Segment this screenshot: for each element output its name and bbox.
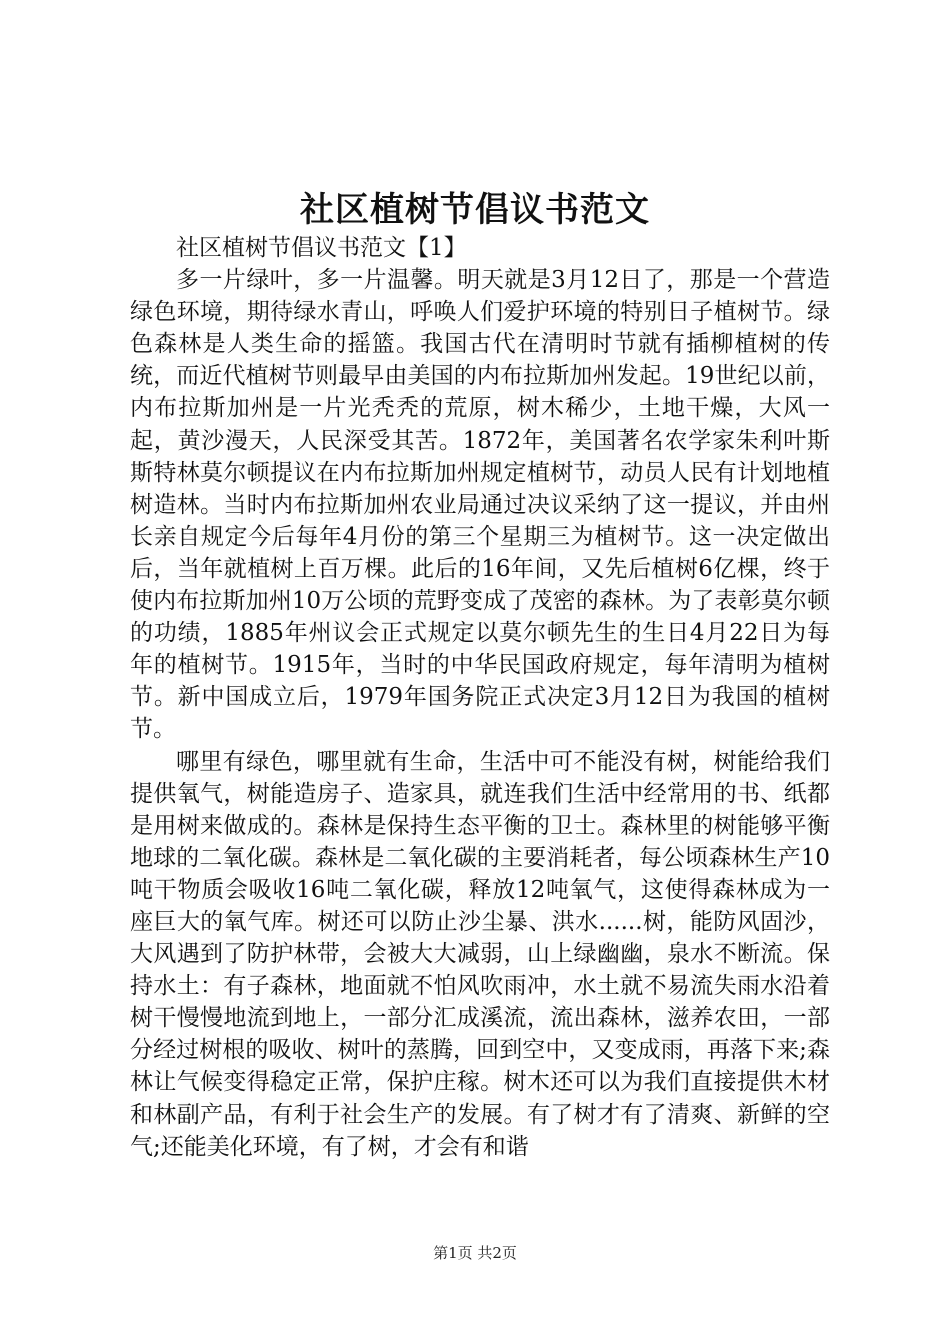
page-number-footer: 第1页 共2页 [433,1244,517,1262]
section-heading: 社区植树节倡议书范文【1】 [176,235,467,261]
document-body [130,232,830,1163]
document-title: 社区植树节倡议书范文 [300,190,650,230]
paragraph-benefits: 哪里有绿色，哪里就有生命，生活中可不能没有树，树能给我们提供氧气，树能造房子、造家具，就连我们生活中经常用的书、纸都是用树来做成的。森林是保持生态平衡的卫士。森林里的树能够平衡地球的二氧化碳。森林是二氧化碳的主要消耗者，每公顷森林生产10吨干物质会吸收16吨二氧化碳，释放12吨氧气，这使得森林成为一座巨大的氧气库。树还可以防止沙尘暴、洪水......树，能防风固沙，大风遇到了防护林带，会被大大减弱，山上绿幽幽，泉水不断流。保持水土：有子森林，地面就不怕风吹雨冲，水土就不易流失雨水沿着树干慢慢地流到地上，一部分汇成溪流，流出森林，滋养农田，一部分经过树根的吸收、树叶的蒸腾，回到空中，又变成雨，再落下来;森林让气候变得稳定正常，保护庄稼。树木还可以为我们直接提供木材和林副产品，有利于社会生产的发展。有了树才有了清爽、新鲜的空气;还能美化环境，有了树，才会有和谐 [130,748,830,1160]
paragraph-history: 多一片绿叶，多一片温馨。明天就是3月12日了，那是一个营造绿色环境，期待绿水青山，呼唤人们爱护环境的特别日子植树节。绿色森林是人类生命的摇篮。我国古代在清明时节就有插柳植树的传统，而近代植树节则最早由美国的内布拉斯加州发起。19世纪以前，内布拉斯加州是一片光秃秃的荒原，树木稀少，土地干燥，大风一起，黄沙漫天，人民深受其苦。1872年，美国著名农学家朱利叶斯斯特林莫尔顿提议在内布拉斯加州规定植树节，动员人民有计划地植树造林。当时内布拉斯加州农业局通过决议采纳了这一提议，并由州长亲自规定今后每年4月份的第三个星期三为植树节。这一决定做出后，当年就植树上百万棵。此后的16年间，又先后植树6亿棵，终于使内布拉斯加州10万公顷的荒野变成了茂密的森林。为了表彰莫尔顿的功绩，1885年州议会正式规定以莫尔顿先生的生日4月22日为每年的植树节。1915年，当时的中华民国政府规定，每年清明为植树节。新中国成立后，1979年国务院正式决定3月12日为我国的植树节。 [130,267,830,743]
